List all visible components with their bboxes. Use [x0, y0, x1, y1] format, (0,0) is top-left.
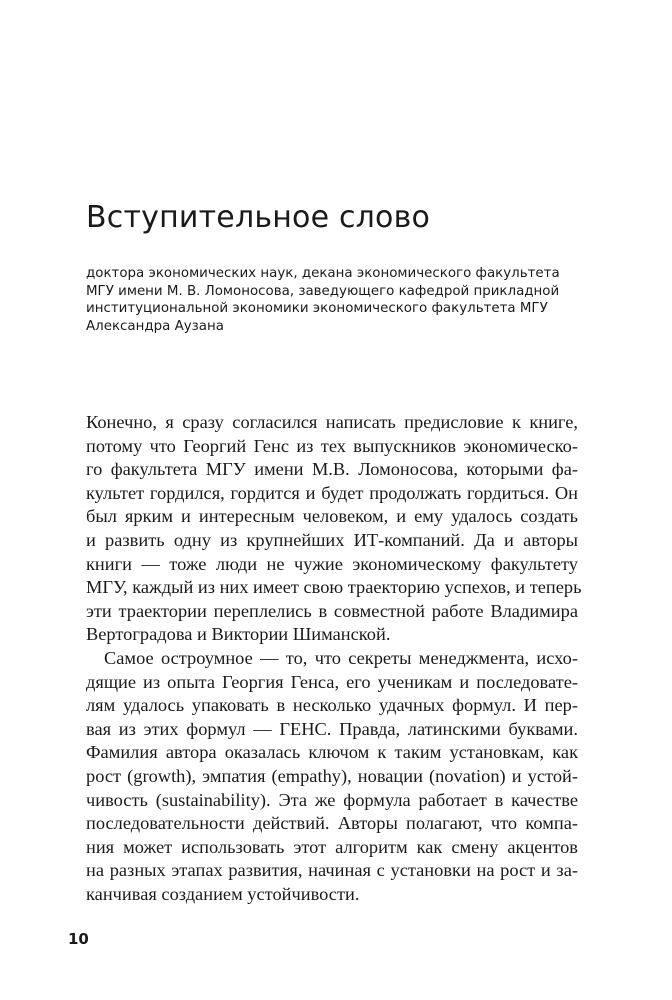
- paragraph-1: [86, 411, 582, 647]
- text-line: и развить одну из крупнейших ИТ-компаний. Да и авторы: [86, 529, 578, 550]
- attribution-line: институциональной экономики экономического факультета МГУ: [86, 301, 548, 316]
- text-line: чивость (sustainability). Эта же формула работает в качестве: [86, 789, 578, 810]
- text-line: был ярким и интересным человеком, и ему удалось создать: [86, 506, 578, 527]
- text-line: Фамилия автора оказалась ключом к таким установкам, как: [86, 742, 578, 763]
- text-line: культет гордился, гордится и будет продолжать гордиться. Он: [86, 482, 578, 503]
- page-number: 10: [68, 930, 89, 948]
- text-line: потому что Георгий Генс из тех выпускников экономическо-: [86, 435, 578, 456]
- text-line: рост (growth), эмпатия (empathy), новации (novation) и устой-: [86, 765, 578, 786]
- chapter-title: Вступительное слово: [86, 200, 431, 235]
- text-line: Самое остроумное — то, что секреты менеджмента, исхо-: [104, 647, 578, 668]
- body-text: [86, 411, 582, 906]
- text-line: последовательности действий. Авторы полагают, что компа-: [86, 813, 578, 834]
- text-line: дящие из опыта Георгия Генса, его ученикам и последовате-: [86, 671, 578, 692]
- text-line: на разных этапах развития, начиная с установки на рост и за-: [86, 860, 578, 881]
- text-line: эти траектории переплелись в совместной работе Владимира: [86, 600, 578, 621]
- text-line: Конечно, я сразу согласился написать предисловие к книге,: [86, 412, 578, 432]
- author-attribution: [86, 265, 576, 335]
- attribution-line: Александра Аузана: [86, 318, 224, 334]
- text-line: Вертоградова и Виктории Шиманской.: [86, 624, 391, 645]
- text-line: го факультета МГУ имени М.В. Ломоносова, которыми фа-: [86, 459, 578, 480]
- attribution-line: доктора экономических наук, декана экономического факультета: [86, 266, 560, 281]
- paragraph-2: [86, 647, 578, 907]
- text-line: МГУ, каждый из них имеет свою траекторию успехов, и теперь: [86, 577, 582, 598]
- text-line: книги — тоже люди не чужие экономическому факультету: [86, 553, 578, 574]
- text-line: ния может использовать этот алгоритм как смену акцентов: [86, 836, 578, 857]
- text-line: канчивая созданием устойчивости.: [86, 883, 360, 904]
- text-line: лям удалось упаковать в несколько удачных формул. И пер-: [86, 695, 578, 716]
- attribution-line: МГУ имени М. В. Ломоносова, заведующего кафедрой прикладной: [86, 283, 560, 299]
- text-line: вая из этих формул — ГЕНС. Правда, латинскими буквами.: [86, 718, 578, 739]
